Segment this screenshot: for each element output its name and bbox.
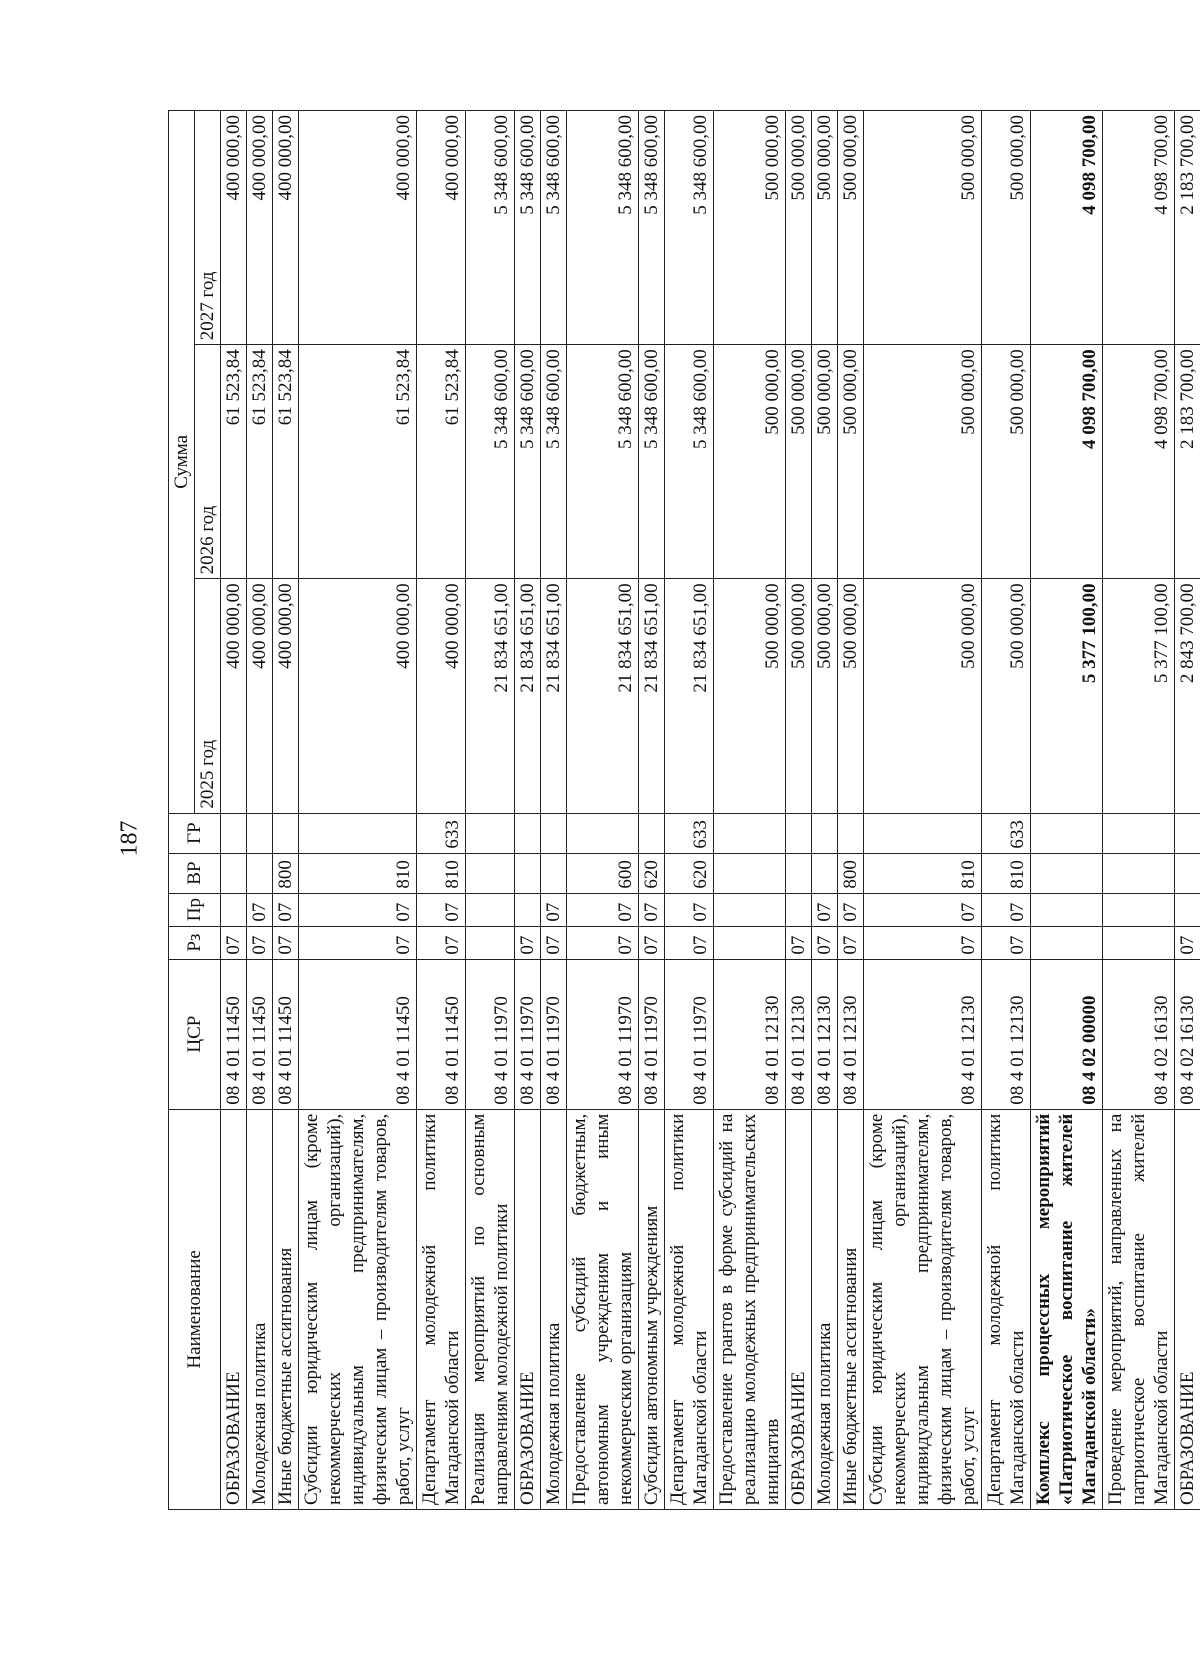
cell-2026: 500 000,00 [982, 345, 1031, 579]
cell-name: Субсидии юридическим лицам (кроме некоммерческих организаций), индивидуальным предпринимателям, физическим лицам – производителям товаров, работ, услуг [864, 1109, 982, 1509]
cell-2027: 5 348 600,00 [466, 111, 515, 345]
cell-vr [466, 853, 515, 893]
cell-2026: 500 000,00 [786, 345, 812, 579]
cell-vr: 600 [567, 853, 639, 893]
cell-2025: 500 000,00 [714, 579, 786, 813]
cell-vr: 810 [982, 853, 1031, 893]
cell-2025: 500 000,00 [812, 579, 838, 813]
cell-2025: 500 000,00 [864, 579, 982, 813]
cell-2025: 21 834 651,00 [515, 579, 541, 813]
cell-vr [247, 853, 273, 893]
cell-gr [864, 813, 982, 853]
cell-vr: 620 [639, 853, 665, 893]
cell-2025: 400 000,00 [273, 579, 299, 813]
header-2027: 2027 год [195, 111, 221, 345]
cell-2026: 5 348 600,00 [515, 345, 541, 579]
cell-2025: 21 834 651,00 [665, 579, 714, 813]
cell-vr: 800 [838, 853, 864, 893]
cell-2027: 500 000,00 [714, 111, 786, 345]
cell-2025: 2 843 700,00 [1175, 579, 1200, 813]
cell-name: Молодежная политика [541, 1109, 567, 1509]
header-name: Наименование [169, 1109, 221, 1509]
table-row [1031, 111, 1103, 1510]
cell-vr: 810 [299, 853, 417, 893]
cell-2025: 21 834 651,00 [567, 579, 639, 813]
cell-rz: 07 [864, 926, 982, 959]
cell-name: Департамент молодежной политики Магаданской области [417, 1109, 466, 1509]
rotated-table-wrapper [168, 110, 1198, 1510]
header-sum: Сумма [169, 111, 195, 814]
cell-2027: 400 000,00 [221, 111, 247, 345]
cell-csr: 08 4 01 11450 [247, 959, 273, 1109]
cell-name: Молодежная политика [812, 1109, 838, 1509]
cell-gr [1103, 813, 1175, 853]
cell-2027: 500 000,00 [982, 111, 1031, 345]
cell-2025: 400 000,00 [247, 579, 273, 813]
cell-name: Субсидии автономным учреждениям [639, 1109, 665, 1509]
cell-csr: 08 4 01 11970 [466, 959, 515, 1109]
cell-2026: 500 000,00 [838, 345, 864, 579]
cell-2026: 500 000,00 [812, 345, 838, 579]
cell-csr: 08 4 01 11450 [221, 959, 247, 1109]
cell-gr [714, 813, 786, 853]
cell-name: Субсидии юридическим лицам (кроме некоммерческих организаций), индивидуальным предпринимателям, физическим лицам – производителям товаров, работ, услуг [299, 1109, 417, 1509]
cell-name: Молодежная политика [247, 1109, 273, 1509]
cell-pr: 07 [864, 893, 982, 926]
cell-pr: 07 [982, 893, 1031, 926]
cell-gr [221, 813, 247, 853]
cell-2027: 2 183 700,00 [1175, 111, 1200, 345]
cell-2026: 4 098 700,00 [1103, 345, 1175, 579]
cell-name: ОБРАЗОВАНИЕ [515, 1109, 541, 1509]
cell-name: Реализация мероприятий по основным направлениям молодежной политики [466, 1109, 515, 1509]
cell-2027: 400 000,00 [299, 111, 417, 345]
header-pr: Пр [169, 893, 221, 926]
cell-name: Иные бюджетные ассигнования [838, 1109, 864, 1509]
cell-gr [541, 813, 567, 853]
cell-name: ОБРАЗОВАНИЕ [221, 1109, 247, 1509]
cell-csr: 08 4 01 11970 [541, 959, 567, 1109]
cell-2027: 5 348 600,00 [541, 111, 567, 345]
header-2026: 2026 год [195, 345, 221, 579]
cell-rz: 07 [838, 926, 864, 959]
cell-2027: 5 348 600,00 [515, 111, 541, 345]
table-row [864, 111, 982, 1510]
cell-vr [541, 853, 567, 893]
cell-pr [1175, 893, 1200, 926]
cell-pr: 07 [273, 893, 299, 926]
table-row [567, 111, 639, 1510]
cell-pr: 07 [665, 893, 714, 926]
cell-vr [515, 853, 541, 893]
cell-csr: 08 4 01 12130 [864, 959, 982, 1109]
cell-2027: 4 098 700,00 [1031, 111, 1103, 345]
header-2025: 2025 год [195, 579, 221, 813]
cell-2027: 5 348 600,00 [639, 111, 665, 345]
cell-2025: 5 377 100,00 [1031, 579, 1103, 813]
cell-vr [1031, 853, 1103, 893]
cell-csr: 08 4 01 11450 [299, 959, 417, 1109]
cell-2025: 5 377 100,00 [1103, 579, 1175, 813]
cell-rz [714, 926, 786, 959]
cell-csr: 08 4 02 16130 [1103, 959, 1175, 1109]
cell-vr [221, 853, 247, 893]
cell-2025: 400 000,00 [299, 579, 417, 813]
table-row [714, 111, 786, 1510]
cell-pr [221, 893, 247, 926]
cell-rz: 07 [221, 926, 247, 959]
cell-pr: 07 [299, 893, 417, 926]
cell-pr: 07 [838, 893, 864, 926]
cell-pr: 07 [567, 893, 639, 926]
cell-2026: 500 000,00 [864, 345, 982, 579]
cell-name: Предоставление грантов в форме субсидий на реализацию молодежных предпринимательских инициатив [714, 1109, 786, 1509]
header-vr: ВР [169, 853, 221, 893]
cell-name: Проведение мероприятий, направленных на патриотическое воспитание жителей Магаданской области [1103, 1109, 1175, 1509]
cell-pr: 07 [812, 893, 838, 926]
cell-2027: 4 098 700,00 [1103, 111, 1175, 345]
table-row [466, 111, 515, 1510]
cell-2026: 61 523,84 [247, 345, 273, 579]
table-row [982, 111, 1031, 1510]
cell-2027: 500 000,00 [786, 111, 812, 345]
cell-pr: 07 [247, 893, 273, 926]
cell-rz: 07 [786, 926, 812, 959]
cell-pr [1103, 893, 1175, 926]
cell-rz: 07 [1175, 926, 1200, 959]
cell-rz: 07 [299, 926, 417, 959]
cell-2025: 500 000,00 [982, 579, 1031, 813]
cell-2026: 4 098 700,00 [1031, 345, 1103, 579]
cell-rz: 07 [541, 926, 567, 959]
cell-rz [466, 926, 515, 959]
cell-gr [1031, 813, 1103, 853]
table-row [786, 111, 812, 1510]
table-row [247, 111, 273, 1510]
cell-gr: 633 [417, 813, 466, 853]
cell-2026: 2 183 700,00 [1175, 345, 1200, 579]
table-row [838, 111, 864, 1510]
header-rz: Рз [169, 926, 221, 959]
cell-2027: 400 000,00 [417, 111, 466, 345]
cell-name: Предоставление субсидий бюджетным, автономным учреждениям и иным некоммерческим организациям [567, 1109, 639, 1509]
cell-csr: 08 4 01 11970 [665, 959, 714, 1109]
cell-vr [812, 853, 838, 893]
table-row [221, 111, 247, 1510]
cell-csr: 08 4 01 11450 [417, 959, 466, 1109]
cell-2027: 5 348 600,00 [567, 111, 639, 345]
cell-pr [714, 893, 786, 926]
cell-vr [714, 853, 786, 893]
cell-csr: 08 4 01 12130 [838, 959, 864, 1109]
table-row [417, 111, 466, 1510]
cell-rz: 07 [982, 926, 1031, 959]
cell-2025: 400 000,00 [417, 579, 466, 813]
cell-rz: 07 [515, 926, 541, 959]
cell-2026: 5 348 600,00 [567, 345, 639, 579]
cell-2026: 5 348 600,00 [665, 345, 714, 579]
page-number: 187 [116, 820, 143, 857]
cell-name: Департамент молодежной политики Магаданской области [665, 1109, 714, 1509]
cell-csr: 08 4 01 11970 [515, 959, 541, 1109]
cell-name: Иные бюджетные ассигнования [273, 1109, 299, 1509]
cell-gr [639, 813, 665, 853]
cell-gr [1175, 813, 1200, 853]
cell-csr: 08 4 01 12130 [786, 959, 812, 1109]
cell-2025: 21 834 651,00 [541, 579, 567, 813]
header-row [169, 111, 195, 1510]
cell-2026: 5 348 600,00 [639, 345, 665, 579]
cell-2026: 61 523,84 [273, 345, 299, 579]
cell-csr: 08 4 01 11450 [273, 959, 299, 1109]
cell-csr: 08 4 02 16130 [1175, 959, 1200, 1109]
cell-2026: 500 000,00 [714, 345, 786, 579]
table-row [639, 111, 665, 1510]
budget-table [168, 110, 1200, 1510]
cell-gr [515, 813, 541, 853]
cell-2027: 5 348 600,00 [665, 111, 714, 345]
cell-gr [812, 813, 838, 853]
cell-pr [786, 893, 812, 926]
cell-gr [466, 813, 515, 853]
cell-2025: 21 834 651,00 [466, 579, 515, 813]
cell-vr: 810 [864, 853, 982, 893]
cell-gr [247, 813, 273, 853]
cell-csr: 08 4 01 11970 [639, 959, 665, 1109]
cell-gr [567, 813, 639, 853]
cell-2025: 500 000,00 [838, 579, 864, 813]
cell-2027: 500 000,00 [838, 111, 864, 345]
cell-2026: 61 523,84 [299, 345, 417, 579]
cell-rz [1103, 926, 1175, 959]
cell-csr: 08 4 01 12130 [982, 959, 1031, 1109]
cell-csr: 08 4 01 12130 [812, 959, 838, 1109]
cell-vr [1103, 853, 1175, 893]
cell-name: ОБРАЗОВАНИЕ [786, 1109, 812, 1509]
cell-rz: 07 [812, 926, 838, 959]
cell-vr [786, 853, 812, 893]
cell-2026: 5 348 600,00 [466, 345, 515, 579]
cell-vr: 810 [417, 853, 466, 893]
cell-rz: 07 [417, 926, 466, 959]
cell-vr [1175, 853, 1200, 893]
table-row [273, 111, 299, 1510]
table-row [1103, 111, 1175, 1510]
cell-rz: 07 [247, 926, 273, 959]
cell-pr: 07 [417, 893, 466, 926]
cell-csr: 08 4 01 12130 [714, 959, 786, 1109]
table-body [221, 111, 1200, 1510]
cell-2027: 500 000,00 [812, 111, 838, 345]
table-row [812, 111, 838, 1510]
cell-vr: 800 [273, 853, 299, 893]
cell-2027: 400 000,00 [247, 111, 273, 345]
cell-name: Департамент молодежной политики Магаданской области [982, 1109, 1031, 1509]
cell-2026: 5 348 600,00 [541, 345, 567, 579]
cell-rz: 07 [567, 926, 639, 959]
header-gr: ГР [169, 813, 221, 853]
cell-vr: 620 [665, 853, 714, 893]
table-row [1175, 111, 1200, 1510]
cell-gr [273, 813, 299, 853]
cell-gr: 633 [982, 813, 1031, 853]
cell-gr: 633 [665, 813, 714, 853]
table-row [541, 111, 567, 1510]
cell-name: ОБРАЗОВАНИЕ [1175, 1109, 1200, 1509]
cell-2025: 21 834 651,00 [639, 579, 665, 813]
cell-2026: 61 523,84 [221, 345, 247, 579]
cell-csr: 08 4 01 11970 [567, 959, 639, 1109]
cell-2027: 400 000,00 [273, 111, 299, 345]
table-row [299, 111, 417, 1510]
cell-pr [515, 893, 541, 926]
cell-gr [786, 813, 812, 853]
cell-name: Комплекс процессных мероприятий «Патриотическое воспитание жителей Магаданской области» [1031, 1109, 1103, 1509]
cell-gr [299, 813, 417, 853]
cell-2026: 61 523,84 [417, 345, 466, 579]
cell-2025: 500 000,00 [786, 579, 812, 813]
header-csr: ЦСР [169, 959, 221, 1109]
cell-pr [1031, 893, 1103, 926]
cell-pr: 07 [639, 893, 665, 926]
cell-rz: 07 [665, 926, 714, 959]
cell-gr [838, 813, 864, 853]
cell-rz: 07 [273, 926, 299, 959]
cell-2025: 400 000,00 [221, 579, 247, 813]
cell-csr: 08 4 02 00000 [1031, 959, 1103, 1109]
table-row [515, 111, 541, 1510]
cell-rz [1031, 926, 1103, 959]
cell-2027: 500 000,00 [864, 111, 982, 345]
cell-pr [466, 893, 515, 926]
table-row [665, 111, 714, 1510]
cell-pr: 07 [541, 893, 567, 926]
cell-rz: 07 [639, 926, 665, 959]
